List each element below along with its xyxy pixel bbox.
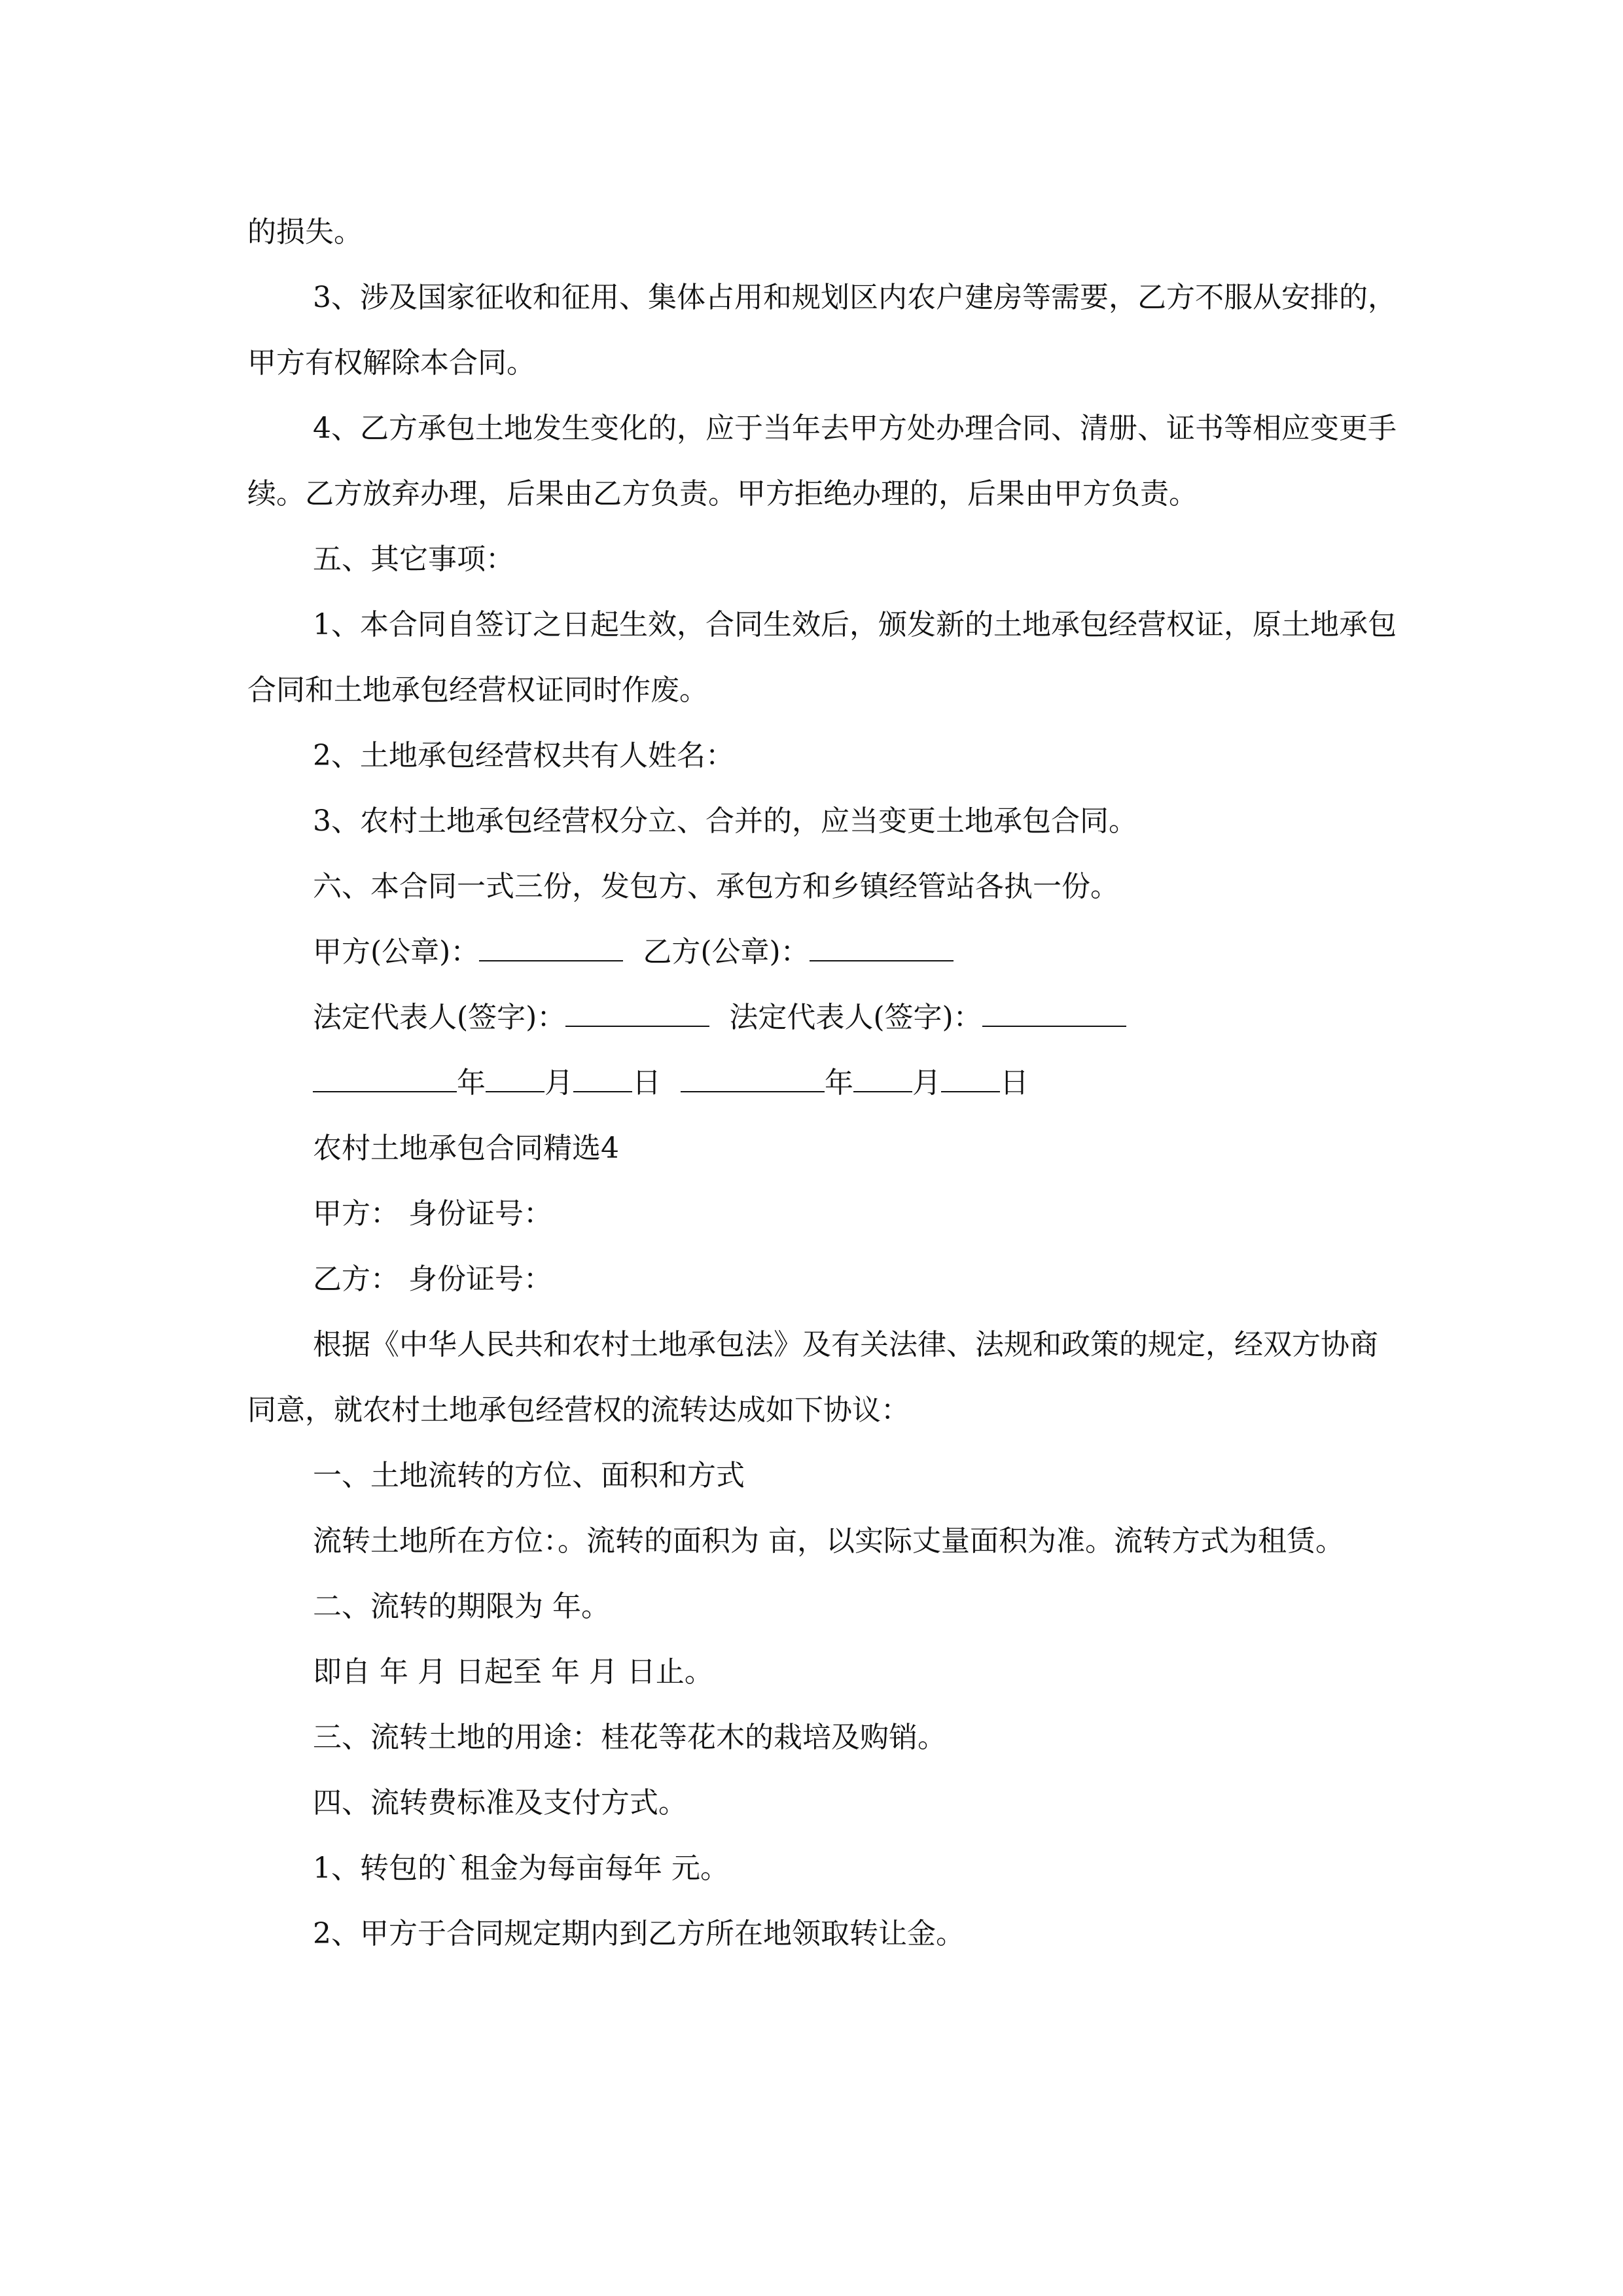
section-heading: 三、流转土地的用途：桂花等花木的栽培及购销。: [313, 1721, 946, 1754]
year-a-blank: [313, 1071, 457, 1092]
paragraph: 3、涉及国家征收和征用、集体占用和规划区内农户建房等需要，乙方不服从安排的，甲方有权解除本合同。: [247, 281, 1397, 380]
year-a-label: 年: [457, 1066, 486, 1100]
day-b-label: 日: [1000, 1066, 1029, 1100]
paragraph: 3、农村土地承包经营权分立、合并的，应当变更土地承包合同。: [313, 804, 1137, 838]
section-heading: 一、土地流转的方位、面积和方式: [313, 1459, 745, 1492]
seal-line: [247, 920, 1399, 985]
month-a-label: 月: [544, 1066, 573, 1100]
year-b-label: 年: [825, 1066, 853, 1100]
party-b-seal-label: 乙方(公章)：: [643, 935, 810, 969]
day-b-blank: [941, 1071, 1000, 1092]
paragraph: 1、本合同自签订之日起生效，合同生效后，颁发新的土地承包经营权证，原土地承包合同和土地承包经营权证同时作废。: [247, 608, 1397, 707]
party-a-id-line: 甲方： 身份证号：: [313, 1197, 552, 1230]
party-b-id-line: 乙方： 身份证号：: [313, 1263, 552, 1296]
paragraph: 的损失。: [247, 215, 363, 249]
month-b-blank: [853, 1071, 912, 1092]
section-heading: 五、其它事项：: [313, 543, 514, 576]
paragraph: 根据《中华人民共和农村土地承包法》及有关法律、法规和政策的规定，经双方协商同意，就农村土地承包经营权的流转达成如下协议：: [247, 1328, 1378, 1427]
month-a-blank: [486, 1071, 544, 1092]
day-a-label: 日: [632, 1066, 661, 1100]
day-a-blank: [573, 1071, 632, 1092]
rep-b-label: 法定代表人(签字)：: [729, 1001, 982, 1034]
section-heading: 四、流转费标准及支付方式。: [313, 1786, 687, 1820]
paragraph: 2、甲方于合同规定期内到乙方所在地领取转让金。: [313, 1917, 965, 1950]
document-page: [247, 200, 1399, 1967]
party-b-seal-blank: [810, 941, 954, 961]
representative-line: [247, 985, 1399, 1050]
rep-b-blank: [982, 1006, 1126, 1027]
date-line: [247, 1050, 1399, 1116]
rep-a-blank: [565, 1006, 709, 1027]
paragraph: 2、土地承包经营权共有人姓名：: [313, 739, 734, 772]
party-a-seal-label: 甲方(公章)：: [313, 935, 480, 969]
paragraph: 流转土地所在方位：。流转的面积为 亩，以实际丈量面积为准。流转方式为租赁。: [313, 1524, 1344, 1558]
contract-title: 农村土地承包合同精选4: [313, 1132, 619, 1165]
month-b-label: 月: [912, 1066, 941, 1100]
rep-a-label: 法定代表人(签字)：: [313, 1001, 566, 1034]
paragraph: 即自 年 月 日起至 年 月 日止。: [313, 1655, 713, 1689]
section-heading: 二、流转的期限为 年。: [313, 1590, 610, 1623]
paragraph: 六、本合同一式三份，发包方、承包方和乡镇经管站各执一份。: [313, 870, 1119, 903]
party-a-seal-blank: [479, 941, 623, 961]
year-b-blank: [681, 1071, 825, 1092]
paragraph: 4、乙方承包土地发生变化的，应于当年去甲方处办理合同、清册、证书等相应变更手续。乙方放弃办理，后果由乙方负责。甲方拒绝办理的，后果由甲方负责。: [247, 412, 1397, 511]
paragraph: 1、转包的`租金为每亩每年 元。: [313, 1852, 729, 1885]
